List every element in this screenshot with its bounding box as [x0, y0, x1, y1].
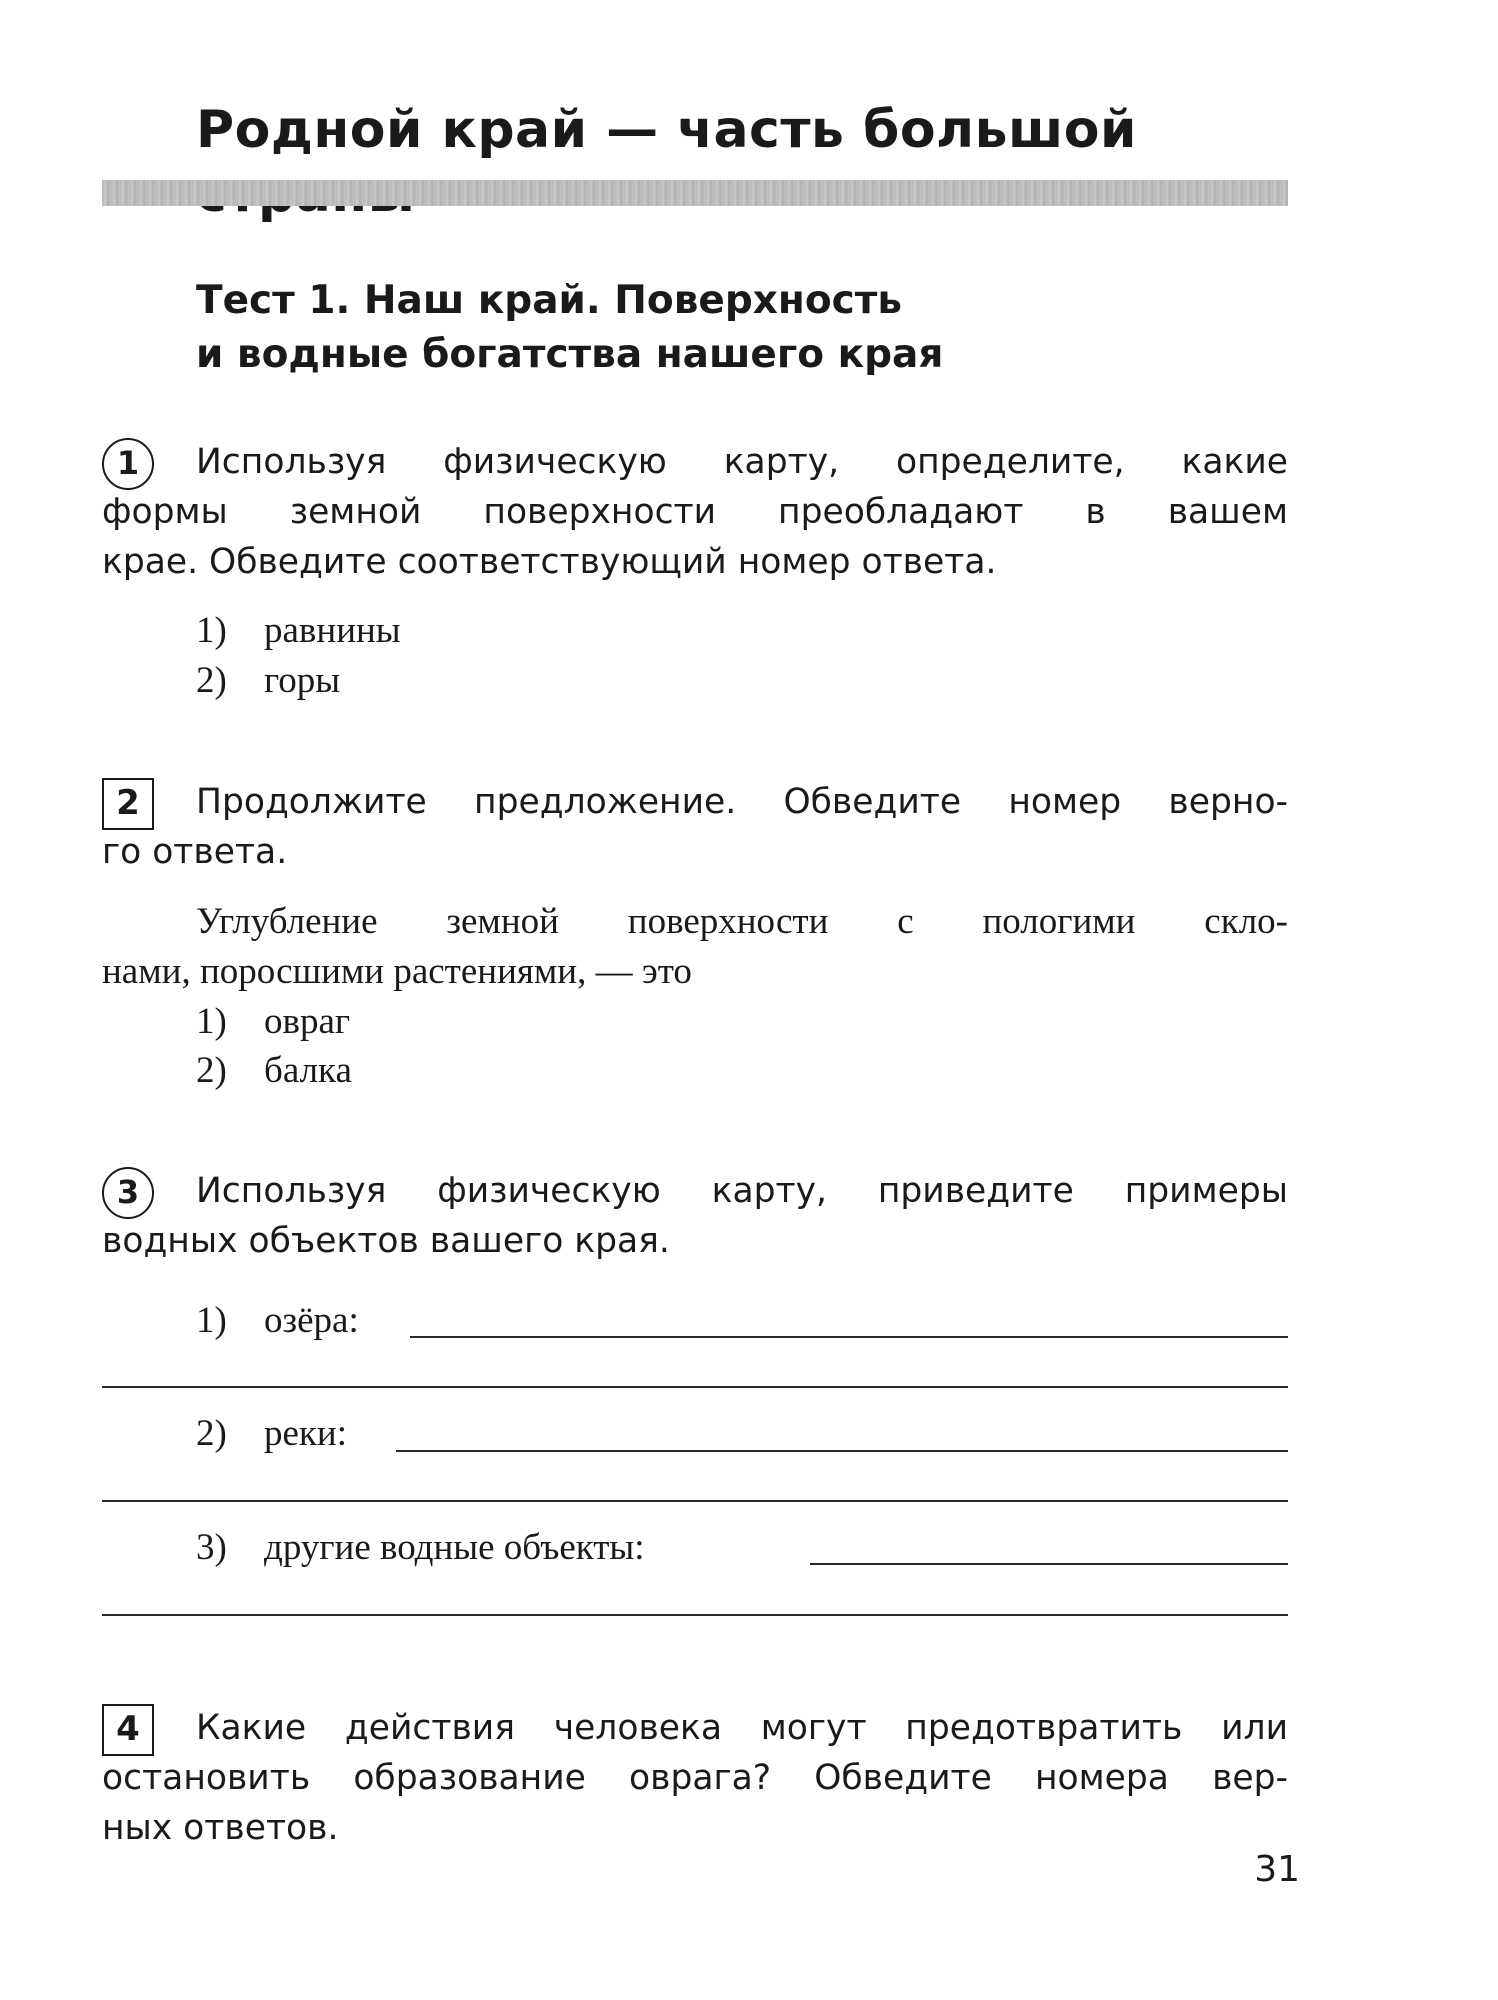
question-2-line-1: Продолжите предложение. Обведите номер верно- [196, 782, 1288, 822]
option-text: равнины [264, 610, 401, 651]
question-3-text [102, 1166, 1288, 1266]
question-4-number-box: 4 [102, 1704, 154, 1756]
question-3-line-2: водных объектов вашего края. [102, 1221, 670, 1261]
question-2-option-2[interactable] [196, 1046, 352, 1096]
question-2-line-2: го ответа. [102, 832, 288, 872]
answer-line-other-water[interactable] [810, 1563, 1288, 1565]
option-text: другие водные объекты: [264, 1527, 645, 1568]
question-2-text [102, 777, 1288, 877]
question-1-text [102, 437, 1288, 587]
page-number: 31 [1254, 1849, 1300, 1890]
option-text: овраг [264, 1001, 351, 1042]
answer-line-other-water-continued[interactable] [102, 1614, 1288, 1616]
option-number: 2) [196, 1050, 227, 1091]
question-2-option-1[interactable] [196, 997, 350, 1047]
question-3-number-circle: 3 [102, 1167, 154, 1219]
option-number: 2) [196, 1413, 227, 1454]
question-3-option-2-label [196, 1409, 347, 1459]
question-4-text [102, 1703, 1288, 1853]
question-4-line-2: остановить образование оврага? Обведите номера вер- [102, 1758, 1288, 1798]
page-title: Родной край — часть большой [196, 100, 1137, 160]
option-text: реки: [264, 1413, 347, 1454]
test-heading [196, 274, 1196, 382]
option-number: 2) [196, 660, 227, 701]
question-4-line-1: Какие действия человека могут предотвратить или [196, 1708, 1288, 1748]
question-3-option-1-label [196, 1296, 359, 1346]
option-number: 1) [196, 1300, 227, 1341]
test-heading-line-1: Тест 1. Наш край. Поверхность [196, 278, 903, 323]
question-2-intro-line-2: нами, поросшими растениями, — это [102, 951, 692, 992]
question-3-line-1: Используя физическую карту, приведите примеры [196, 1171, 1288, 1211]
question-1-number-circle: 1 [102, 438, 154, 490]
option-text: озёра: [264, 1300, 359, 1341]
option-number: 1) [196, 1001, 227, 1042]
question-2-intro-line-1: Углубление земной поверхности с пологими скло- [196, 901, 1288, 942]
option-number: 3) [196, 1527, 227, 1568]
answer-line-lakes[interactable] [410, 1336, 1288, 1338]
answer-line-rivers-continued[interactable] [102, 1500, 1288, 1502]
question-1-line-1: Используя физическую карту, определите, какие [196, 442, 1288, 482]
question-1-line-2: формы земной поверхности преобладают в вашем [102, 492, 1288, 532]
test-heading-line-2: и водные богатства нашего края [196, 332, 944, 377]
question-2-intro [102, 897, 1288, 997]
answer-line-lakes-continued[interactable] [102, 1386, 1288, 1388]
question-1-line-3: крае. Обведите соответствующий номер ответа. [102, 542, 997, 582]
title-underline-bar [102, 180, 1288, 206]
question-1-option-1[interactable] [196, 606, 401, 656]
option-text: балка [264, 1050, 352, 1091]
option-text: горы [264, 660, 341, 701]
question-4-line-3: ных ответов. [102, 1808, 339, 1848]
answer-line-rivers[interactable] [396, 1450, 1288, 1452]
question-1-option-2[interactable] [196, 656, 340, 706]
option-number: 1) [196, 610, 227, 651]
question-3-option-3-label [196, 1523, 645, 1573]
question-2-number-box: 2 [102, 778, 154, 830]
